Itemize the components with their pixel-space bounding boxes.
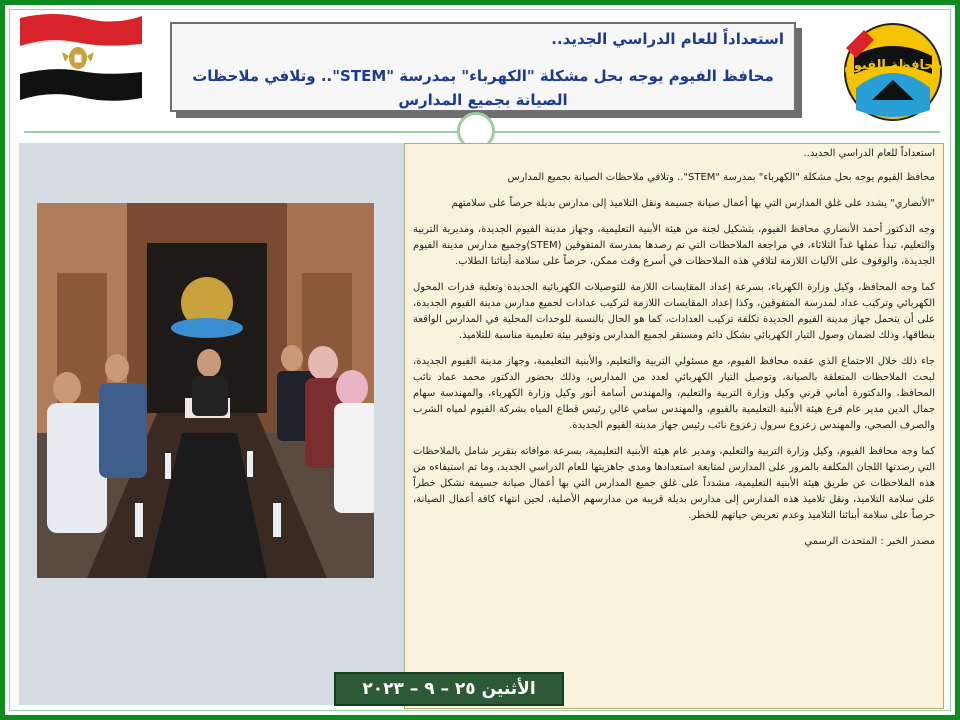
article-panel — [404, 143, 944, 709]
fayoum-governorate-logo — [834, 18, 952, 126]
article-source: مصدر الخبر : المتحدث الرسمي — [804, 536, 935, 547]
article-paragraph-7: كما وجه محافظ الفيوم، وكيل وزارة التربية والتعليم، ومدير عام هيئة الأبنية التعليمية، بسرعة موافاته بتقرير شامل بالملاحظات التي رصدتها اللجان المكلفة بالمرور على المدارس لمتابعة استعدادها ومدى جاهزيتها للعام الدراسي الجديد، وما تم استيفاءه من هذه الملاحظات عن طريق هيئة الأبنية التعليمية، مشدداً على غلق جميع المدارس التي بها أعمال صيانة جسيمة تشكل خطراً على سلامة التلاميذ، ونقل تلاميذ هذه المدارس إلى مدارس بديلة قريبة من مدارسهم الأصلية، لحين انتهاء كافة أعمال الصيانة، حرصاً على سلامة أبنائنا التلاميذ وعدم تعريض حياتهم للخطر. — [413, 446, 935, 521]
meeting-photo — [37, 203, 374, 578]
article-paragraph-5: كما وجه المحافظ، وكيل وزارة الكهرباء، بسرعة إعداد المقايسات اللازمة للتوصيلات الكهربائية الجديدة وتعلية قدرات المحول الكهربائي وتركيب عداد لمدرسة المتفوقين، وكذا إعداد المقايسات اللازمة لتركيب عدادات لجميع مدارس مدينة الفيوم الجديدة، على أن يتحمل جهاز مدينة الفيوم الجديدة تكلفة تركيب العدادات، كما هو الحال بالنسبة للوحدات المحلية في المدارس الواقعة بنطاقها، وذلك لضمان وصول التيار الكهربائي بشكل دائم ومستقر لجميع المدارس وتوفير بيئة تعليمية مناسبة للتلاميذ. — [413, 282, 935, 341]
article-paragraph-1: استعداداً للعام الدراسي الجديد.. — [803, 148, 935, 159]
headline-kicker: استعداداً للعام الدراسي الجديد.. — [551, 30, 784, 48]
article-paragraph-3: "الأنصاري" يشدد على غلق المدارس التي بها أعمال صيانة جسيمة ونقل التلاميذ إلى مدارس بديلة حرصاً على سلامتهم — [451, 198, 935, 209]
logo-text: محافظة الفيوم — [844, 58, 942, 73]
article-paragraph-6: جاء ذلك خلال الاجتماع الذي عقده محافظ الفيوم، مع مسئولي التربية والتعليم، والأبنية التعليمية، وجهاز مدينة الفيوم الجديدة، لبحث الملاحظات المتعلقة بالصيانة، وتوصيل التيار الكهربائي لعدد من المدارس، وذلك بحضور الدكتور محمد عماد نائب المحافظ، والدكتورة أماني قرني وكيل وزارة التربية والتعليم، والمهندس أسامة أنور وكيل وزارة الكهرباء، والمهندسة سهام جمال الدين مدير عام فرع هيئة الأبنية التعليمية بالفيوم، والمهندس سامي غالي رئيس قطاع المياه بشركة الفيوم لمياه الشرب والصرف الصحي، والمهندس زعزوع سرول زعزوع نائب رئيس جهاز مدينة الفيوم الجديدة. — [413, 356, 935, 431]
headline-title: محافظ الفيوم يوجه بحل مشكلة "الكهرباء" بمدرسة "STEM".. وتلافي ملاحظات الصيانة بجميع المدارس — [192, 67, 774, 109]
date-badge: الأثنين ٢٥ – ٩ – ٢٠٢٣ — [334, 672, 564, 706]
egypt-flag-icon — [14, 10, 146, 102]
article-paragraph-4: وجه الدكتور أحمد الأنصاري محافظ الفيوم، بتشكيل لجنة من هيئة الأبنية التعليمية، وجهاز مدينة الفيوم الجديدة، ومديرية التربية والتعليم، تبدأ عملها غداً الثلاثاء، في مراجعة الملاحظات التي تم رصدها بمدرسة المتفوقين (STEM)وجميع مدارس مدينة الفيوم الجديدة، والوقوف على الآليات اللازمة لتلافي هذه الملاحظات في أسرع وقت ممكن، حرصاً على سلامة أبنائنا الطلاب. — [413, 224, 935, 267]
article-paragraph-2: محافظ الفيوم يوجه بحل مشكلة "الكهرباء" بمدرسة "STEM".. وتلافي ملاحظات الصيانة بجميع المدارس — [507, 172, 935, 183]
headline-box — [170, 22, 796, 112]
